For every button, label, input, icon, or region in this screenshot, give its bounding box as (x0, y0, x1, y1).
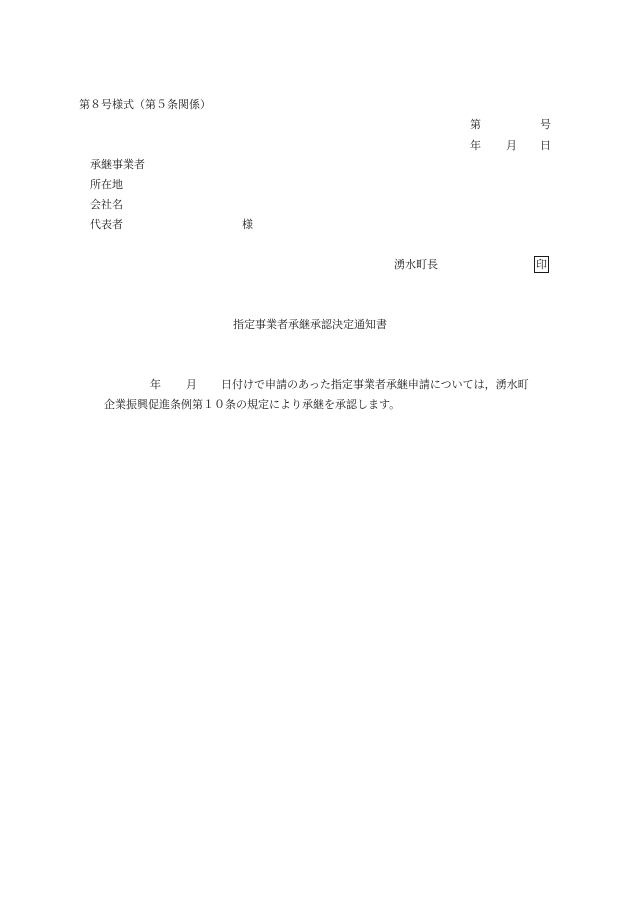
mayor-title: 湧水町長 (394, 258, 438, 271)
body-text-line-2: 企業振興促進条例第１０条の規定により承継を承認します。 (104, 398, 401, 411)
body-month-label: 月 (186, 378, 197, 391)
date-month-label: 月 (506, 139, 517, 152)
document-number-suffix: 号 (540, 118, 551, 131)
form-number-label: 第８号様式（第５条関係） (79, 98, 211, 111)
date-year-label: 年 (470, 139, 481, 152)
representative-label: 代表者 (90, 218, 123, 231)
document-title: 指定事業者承継承認決定通知書 (233, 318, 387, 331)
document-number-prefix: 第 (470, 118, 481, 131)
body-year-label: 年 (150, 378, 161, 391)
date-day-label: 日 (540, 139, 551, 152)
address-label: 所在地 (90, 178, 123, 191)
honorific-sama: 様 (242, 218, 253, 231)
company-name-label: 会社名 (90, 198, 123, 211)
body-text-line-1: 日付けで申請のあった指定事業者承継申請については，湧水町 (221, 378, 529, 391)
seal-mark: 印 (536, 258, 547, 271)
successor-label: 承継事業者 (90, 158, 145, 171)
